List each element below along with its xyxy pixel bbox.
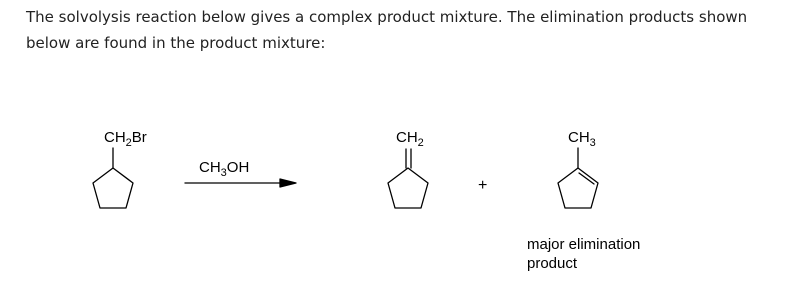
plus-sign: + <box>478 177 488 194</box>
reactant-cyclopentane-ring <box>93 148 133 208</box>
product2-ring <box>558 168 598 208</box>
reaction-arrowhead <box>280 179 296 187</box>
reactant-ring <box>93 168 133 208</box>
product2-methylcyclopentene <box>558 148 598 208</box>
reactant-label: $CH_2Br$ <box>104 129 147 149</box>
question-text: The solvolysis reaction below gives a complex product mixture. The elimination products shown below are found in the product mixture: <box>26 8 748 52</box>
product1-methylenecyclopentane <box>388 149 428 208</box>
product1-label: $CH_2$ <box>396 129 424 149</box>
annotation-line1: major elimination <box>527 236 641 253</box>
reagent-label: $CH_3OH$ <box>199 159 250 179</box>
annotation-line2: product <box>527 255 578 272</box>
product1-ring <box>388 168 428 208</box>
product2-label: $CH_3$ <box>568 129 596 149</box>
